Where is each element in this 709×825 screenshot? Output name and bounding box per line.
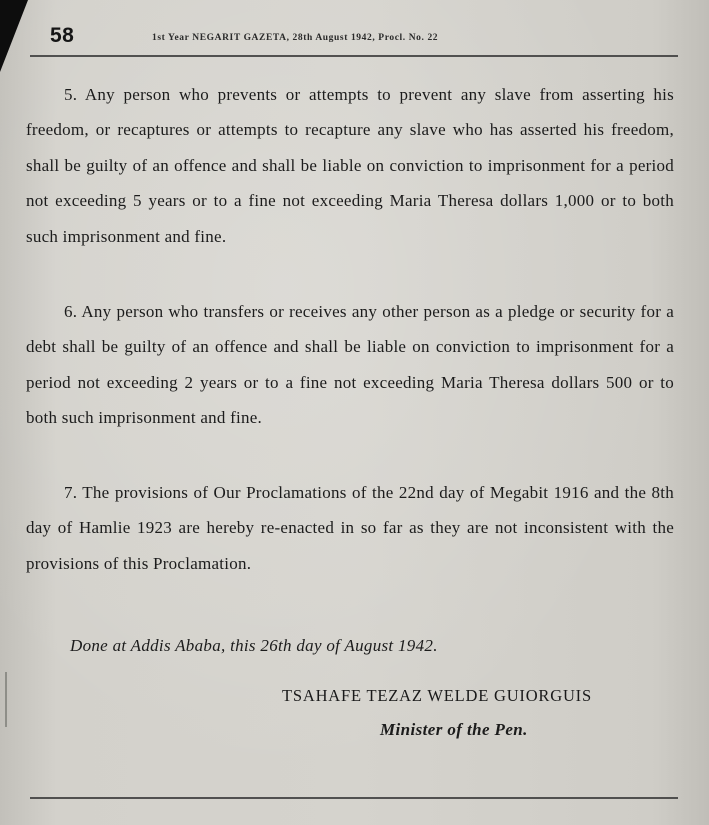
corner-shadow — [0, 0, 28, 72]
section-6-paragraph: 6. Any person who transfers or receives any other person as a pledge or security for a debt shall be guilty of an offence and shall be liable on conviction to imprisonment for a period not exceeding 2 years or to a fine not exceeding Maria Theresa dollars 500 or to both such imprisonment and fine. — [26, 302, 674, 428]
signatory-name: TSAHAFE TEZAZ WELDE GUIORGUIS — [282, 686, 592, 705]
signatory-title: Minister of the Pen. — [380, 720, 528, 739]
running-head: 1st Year NEGARIT GAZETA, 28th August 1942, Procl. No. 22 — [152, 33, 439, 43]
edge-mark — [5, 672, 7, 727]
header-rule — [30, 55, 678, 57]
footer-rule — [30, 797, 678, 799]
section-7-paragraph: 7. The provisions of Our Proclamations of the 22nd day of Megabit 1916 and the 8th day of Hamlie 1923 are hereby re-enacted in so far as they are not inconsistent with the provisions of this Proclamation. — [26, 483, 674, 573]
section-5-paragraph: 5. Any person who prevents or attempts to prevent any slave from asserting his freedom, or recaptures or attempts to recapture any slave who has asserted his freedom, shall be guilty of an offence and shall be liable on conviction to imprisonment for a period not exceeding 5 years or to a fine not exceeding Maria Theresa dollars 1,000 or to both such imprisonment and fine. — [26, 85, 674, 246]
page-number: 58 — [50, 24, 75, 47]
done-at-line: Done at Addis Ababa, this 26th day of August 1942. — [70, 636, 438, 655]
